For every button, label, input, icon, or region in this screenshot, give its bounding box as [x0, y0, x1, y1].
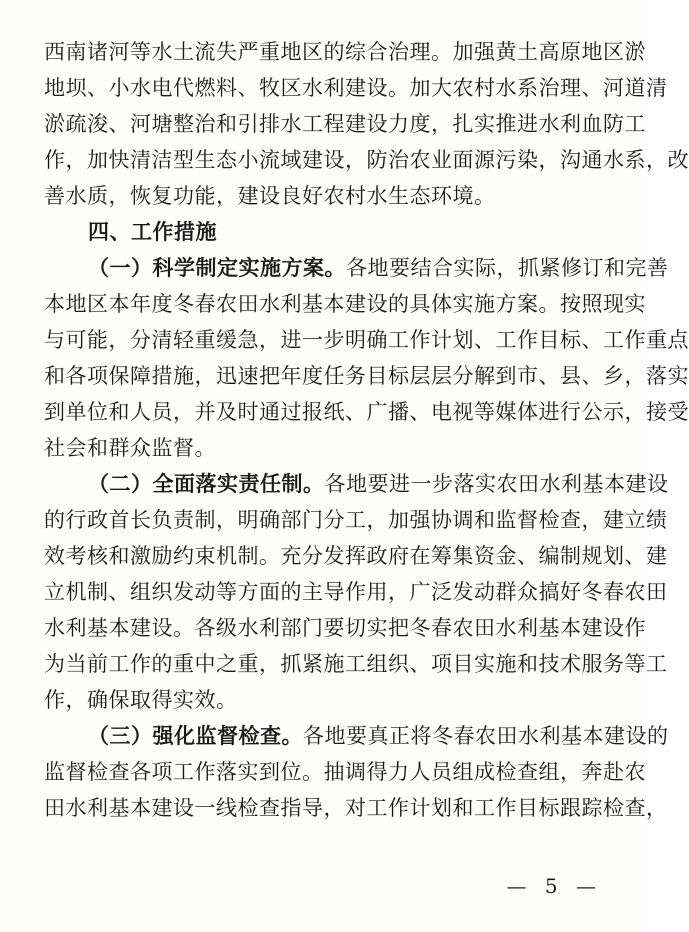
page-number: — 5 —	[506, 874, 602, 898]
paragraph-line: 为当前工作的重中之重，抓紧施工组织、项目实施和技术服务等工	[44, 652, 668, 676]
paragraph-line: 监督检查各项工作落实到位。抽调得力人员组成检查组，奔赴农	[44, 760, 646, 784]
paragraph-line: 效考核和激励约束机制。充分发挥政府在筹集资金、编制规划、建	[44, 544, 668, 568]
item-first-line-text: 各地要结合实际，抓紧修订和完善	[346, 256, 669, 280]
item-first-line-text: 各地要进一步落实农田水利基本建设	[324, 472, 669, 496]
paragraph-line: 本地区本年度冬春农田水利基本建设的具体实施方案。按照现实	[44, 292, 646, 316]
item-subhead: （三）强化监督检查。	[88, 723, 303, 748]
paragraph-line: 作，加快清洁型生态小流域建设，防治农业面源污染，沟通水系，改	[44, 148, 689, 172]
item-subhead: （二）全面落实责任制。	[88, 471, 325, 496]
paragraph-line: 和各项保障措施，迅速把年度任务目标层层分解到市、县、乡，落实	[44, 364, 689, 388]
paragraph-line: 与可能，分清轻重缓急，进一步明确工作计划、工作目标、工作重点	[44, 328, 689, 352]
paragraph-line: 田水利基本建设一线检查指导，对工作计划和工作目标跟踪检查，	[44, 796, 668, 820]
item-subhead: （一）科学制定实施方案。	[88, 255, 346, 280]
paragraph-line: 西南诸河等水土流失严重地区的综合治理。加强黄土高原地区淤	[44, 40, 646, 64]
item-first-line	[44, 250, 669, 286]
item-first-line	[44, 718, 669, 754]
paragraph-line: 社会和群众监督。	[44, 436, 216, 460]
paragraph-line: 地坝、小水电代燃料、牧区水利建设。加大农村水系治理、河道清	[44, 76, 668, 100]
paragraph-line: 到单位和人员，并及时通过报纸、广播、电视等媒体进行公示，接受	[44, 400, 689, 424]
paragraph-line: 的行政首长负责制，明确部门分工，加强协调和监督检查，建立绩	[44, 508, 668, 532]
paragraph-line: 水利基本建设。各级水利部门要切实把冬春农田水利基本建设作	[44, 616, 646, 640]
paragraph-line: 作，确保取得实效。	[44, 688, 238, 712]
body-text	[44, 34, 689, 826]
item-first-line	[44, 466, 669, 502]
paragraph-line: 立机制、组织发动等方面的主导作用，广泛发动群众搞好冬春农田	[44, 580, 668, 604]
paragraph-line: 淤疏浚、河塘整治和引排水工程建设力度，扎实推进水利血防工	[44, 112, 646, 136]
paragraph-line: 善水质，恢复功能，建设良好农村水生态环境。	[44, 184, 496, 208]
item-first-line-text: 各地要真正将冬春农田水利基本建设的	[303, 724, 669, 748]
section-heading: 四、工作措施	[88, 220, 217, 244]
